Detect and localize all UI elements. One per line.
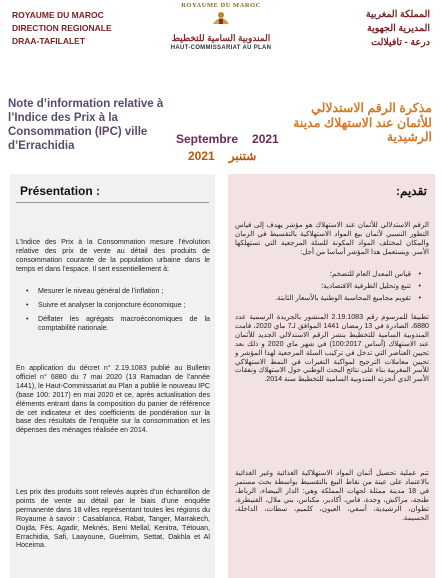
hcp-name-ar: المندوبية السامية للتخطيط	[171, 33, 271, 43]
list-item: • Déflater les agrégats macroéconomiques de la comptabilité nationale.	[16, 315, 210, 333]
intro-paragraph-ar: الرقم الاستدلالي للأثمان عند الاستهلاك هو مؤشر يهدف إلى قياس التطور النسبي لأثمان بيع المواد الاستهلاكية بالتقسيط في الزمان والمكان لمختلف المواد المكونة للسلة المرجعية التي تستهلكها الأسر. ويستعمل هذا المؤشر أساسا من أجل:	[235, 221, 429, 256]
page-header	[0, 0, 442, 76]
list-item: • Suivre et analyser la conjoncture économique ;	[16, 301, 210, 310]
presentation-column-fr	[10, 174, 215, 578]
purpose-list-fr	[16, 287, 210, 338]
presentation-column-ar	[228, 174, 435, 578]
presentation-heading-fr: Présentation :	[20, 184, 101, 198]
list-item: • Mesurer le niveau général de l’inflation ;	[16, 287, 210, 296]
date-ar	[188, 149, 256, 163]
hcp-name-fr: HAUT-COMMISSARIAT AU PLAN	[170, 45, 272, 51]
heading-divider	[16, 202, 209, 203]
header-left-block	[12, 9, 112, 48]
direction-label-fr: DIRECTION REGIONALE	[12, 23, 112, 33]
region-label-ar: درعة - تافيلالت	[371, 37, 430, 48]
decree-paragraph-fr: En application du décret n° 2.19.1083 publié au Bulletin officiel n° 6880 du 7 mai 2020 (13 Ramadan de l’année 1441), le Haut-Commissariat au Plan a publié le nouveau IPC (base 100: 2017) en mai 2020 et ce, après actualisation des éléments entrant dans la composition du panier de référence de cet indicateur et des coefficients de pondération sur la base des résultats de l’enquête sur la consommation et les dépenses des ménages réalisée en 2014.	[16, 364, 210, 435]
list-item: • تقويم مجاميع المحاسبة الوطنية بالأسعار الثابتة.	[235, 294, 429, 303]
document-title-fr: Note d’information relative à l’Indice des Prix à la Consommation (IPC) ville d’Errachidia	[8, 98, 164, 152]
crest-icon	[210, 10, 232, 26]
survey-paragraph-ar: تتم عملية تحصيل أثمان المواد الاستهلاكية الغذائية وغير الغذائية بالاعتماد على عينة من نقاط البيع بالتقسيط بواسطة بحث مستمر في 18 مدينة ممثلة لجهات المملكة وهي: الدار البيضاء، الرباط، طنجة، مراكش، وجدة، فاس، أكادير، مكناس، بني ملال، القنيطرة، تطوان، الرشيدية، آسفي، العيون، كلميم، سطات، الداخلة، الحسيمة.	[235, 469, 429, 522]
document-title-ar: مذكرة الرقم الاستدلالي للأثمان عند الاستهلاك مدينة الرشيدية	[293, 101, 432, 144]
emblem-title: ROYAUME DU MAROC	[181, 2, 261, 9]
purpose-list-ar	[235, 270, 429, 306]
kingdom-label-fr: ROYAUME DU MAROC	[12, 10, 104, 20]
date-fr	[176, 132, 279, 146]
presentation-heading-ar: تقديم:	[395, 184, 427, 198]
decree-paragraph-ar: تطبيقا للمرسوم رقم 2.19.1083 المنشور بالجريدة الرسمية عدد 6880، الصادرة في 13 رمضان 1441 الموافق لـ7 ماي 2020، قامت المندوبية السامية للتخطيط بنشر الرقم الاستدلالي الجديد للأثمان عند الاستهلاك (أساس 100:2017) في شهر ماي 2020 و ذلك بعد تحيين العناصر التي تدخل في تركيب السلة المرجعية لهذا المؤشر و تحيين معاملات الترجيح لمواكبة التغيرات في النمط الاستهلاكي للأسر المغربية بناء على نتائج البحث الوطني حول الاستهلاك ونفقات الأسر الذي أنجزته المندوبية السامية للتخطيط سنة 2014.	[235, 313, 429, 384]
direction-label-ar: المديرية الجهوية	[367, 23, 430, 34]
region-label-fr: DRAA-TAFILALET	[12, 36, 86, 46]
list-item: • تتبع وتحليل الظرفية الاقتصادية؛	[235, 282, 429, 291]
title-band	[0, 76, 442, 174]
list-item: • قياس المعدل العام للتضخم؛	[235, 270, 429, 279]
hcp-logo	[158, 2, 284, 51]
date-month-fr: Septembre	[176, 132, 239, 146]
date-year-ar: 2021	[188, 149, 215, 163]
survey-paragraph-fr: Les prix des produits sont relevés auprès d’un échantillon de points de vente au détail par le biais d’une enquête permanente dans 18 villes représentant toutes les régions du Royaume à savoir : Casablanca, Rabat, Tanger, Marrakech, Oujda, Fès, Agadir, Meknès, Beni Mellal, Kenitra, Tétouan, Errachidia, Safi, Laayoune, Guelmim, Settat, Dakhla et Al Hoceima.	[16, 488, 210, 550]
header-right-block	[366, 8, 430, 50]
date-year-fr: 2021	[252, 132, 279, 146]
date-month-ar: شتنبر	[228, 149, 257, 163]
intro-paragraph-fr: L’Indice des Prix à la Consommation mesure l’évolution relative des prix de vente au détail des produits de consommation courante de la population urbaine dans le temps et dans l’espace. Il sert essentiellement à:	[16, 238, 210, 273]
kingdom-label-ar: المملكة المغربية	[365, 9, 430, 20]
